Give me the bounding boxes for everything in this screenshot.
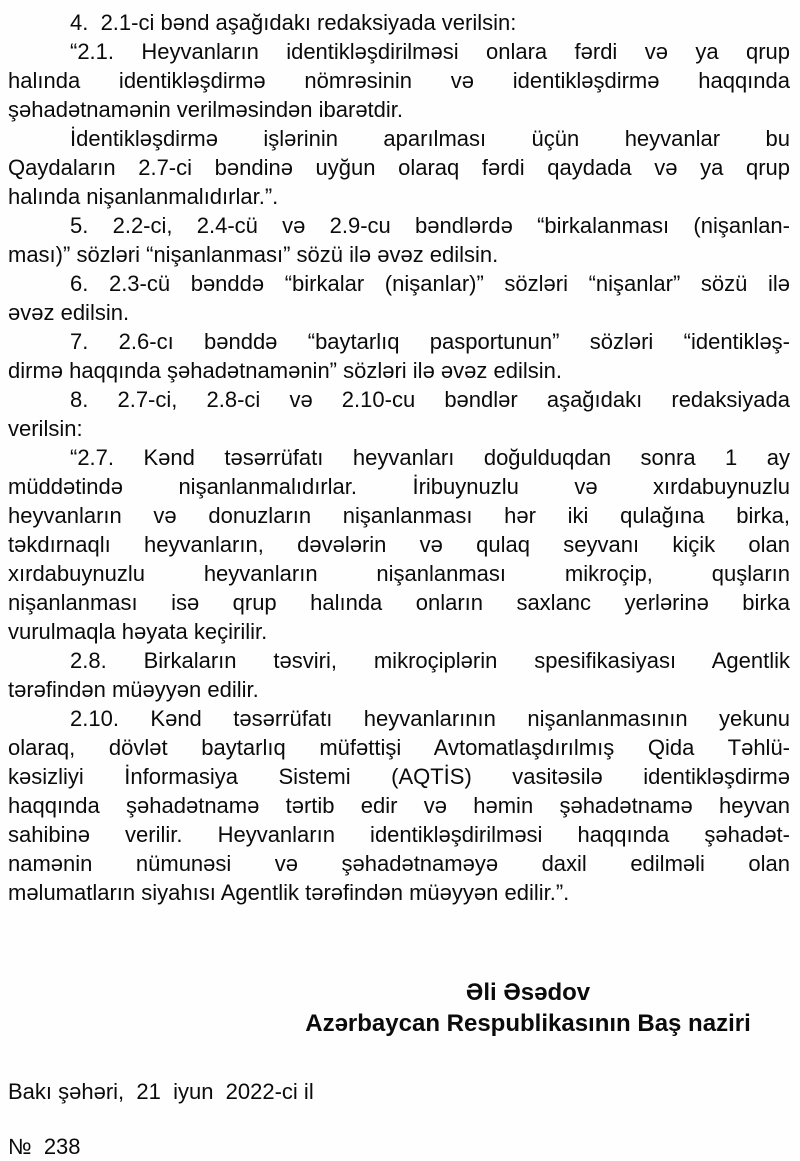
text-line: namənin nümunəsi və şəhadətnaməyə daxil edilməli olan — [8, 851, 790, 876]
text-line: halında identikləşdirmə nömrəsinin və identikləşdirmə haqqında — [8, 68, 790, 93]
signature-block — [266, 977, 790, 1039]
document-number: № 238 — [8, 1134, 81, 1159]
text-line: müddətində nişanlanmalıdırlar. İribuynuzlu və xırdabuynuzlu — [8, 474, 790, 499]
paragraph — [8, 269, 790, 327]
paragraph — [8, 327, 790, 385]
text-line: şəhadətnamənin verilməsindən ibarətdir. — [8, 97, 404, 122]
paragraph — [8, 124, 790, 211]
text-line: nişanlanması isə qrup halında onların saxlanc yerlərinə birka — [8, 590, 790, 615]
text-line: verilsin: — [8, 416, 83, 441]
text-line: olaraq, dövlət baytarlıq müfəttişi Avtomatlaşdırılmış Qida Təhlü- — [8, 735, 790, 760]
paragraph — [8, 443, 790, 646]
text-line: heyvanların və donuzların nişanlanması hər iki qulağına birka, — [8, 503, 790, 528]
paragraph — [8, 704, 790, 907]
paragraph — [8, 8, 790, 37]
text-line: əvəz edilsin. — [8, 300, 130, 325]
text-line: sahibinə verilir. Heyvanların identikləşdirilməsi haqqında şəhadət- — [8, 822, 790, 847]
text-line: 6. 2.3-cü bənddə “birkalar (nişanlar)” sözləri “nişanlar” sözü ilə — [70, 271, 790, 296]
text-line: “2.7. Kənd təsərrüfatı heyvanları doğulduqdan sonra 1 ay — [70, 445, 790, 470]
text-line: halında nişanlanmalıdırlar.”. — [8, 184, 279, 209]
text-line: təkdırnaqlı heyvanların, dəvələrin və qulaq seyvanı kiçik olan — [8, 532, 790, 557]
text-line: Qaydaların 2.7-ci bəndinə uyğun olaraq fərdi qaydada və ya qrup — [8, 155, 790, 180]
text-line: 8. 2.7-ci, 2.8-ci və 2.10-cu bəndlər aşağıdakı redaksiyada — [70, 387, 790, 412]
signatory-name: Əli Əsədov — [465, 979, 591, 1006]
text-line: haqqında şəhadətnamə tərtib edir və həmin şəhadətnamə heyvan — [8, 793, 790, 818]
text-line: 2.8. Birkaların təsviri, mikroçiplərin spesifikasiyası Agentlik — [70, 648, 790, 673]
text-line: kəsizliyi İnformasiya Sistemi (AQTİS) vasitəsilə identikləşdirmə — [8, 764, 790, 789]
paragraph — [8, 646, 790, 704]
text-line: İdentikləşdirmə işlərinin aparılması üçün heyvanlar bu — [70, 126, 790, 151]
text-line: vurulmaqla həyata keçirilir. — [8, 619, 268, 644]
document-place-date: Bakı şəhəri, 21 iyun 2022-ci il — [8, 1079, 314, 1104]
text-line: ması)” sözləri “nişanlanması” sözü ilə əvəz edilsin. — [8, 242, 499, 267]
text-line: məlumatların siyahısı Agentlik tərəfindən müəyyən edilir.”. — [8, 880, 570, 905]
text-line: 4. 2.1-ci bənd aşağıdakı redaksiyada verilsin: — [70, 10, 517, 35]
signatory-title: Azərbaycan Respublikasının Baş naziri — [305, 1010, 751, 1037]
text-line: 2.10. Kənd təsərrüfatı heyvanlarının nişanlanmasının yekunu — [70, 706, 790, 731]
paragraph — [8, 211, 790, 269]
text-line: xırdabuynuzlu heyvanların nişanlanması mikroçip, quşların — [8, 561, 790, 586]
text-line: 7. 2.6-cı bənddə “baytarlıq pasportunun” sözləri “identikləş- — [70, 329, 790, 354]
text-line: 5. 2.2-ci, 2.4-cü və 2.9-cu bəndlərdə “birkalanması (nişanlan- — [70, 213, 790, 238]
document-body — [8, 8, 790, 907]
text-line: “2.1. Heyvanların identikləşdirilməsi onlara fərdi və ya qrup — [70, 39, 790, 64]
paragraph — [8, 385, 790, 443]
text-line: tərəfindən müəyyən edilir. — [8, 677, 259, 702]
paragraph — [8, 37, 790, 124]
text-line: dirmə haqqında şəhadətnamənin” sözləri ilə əvəz edilsin. — [8, 358, 562, 383]
